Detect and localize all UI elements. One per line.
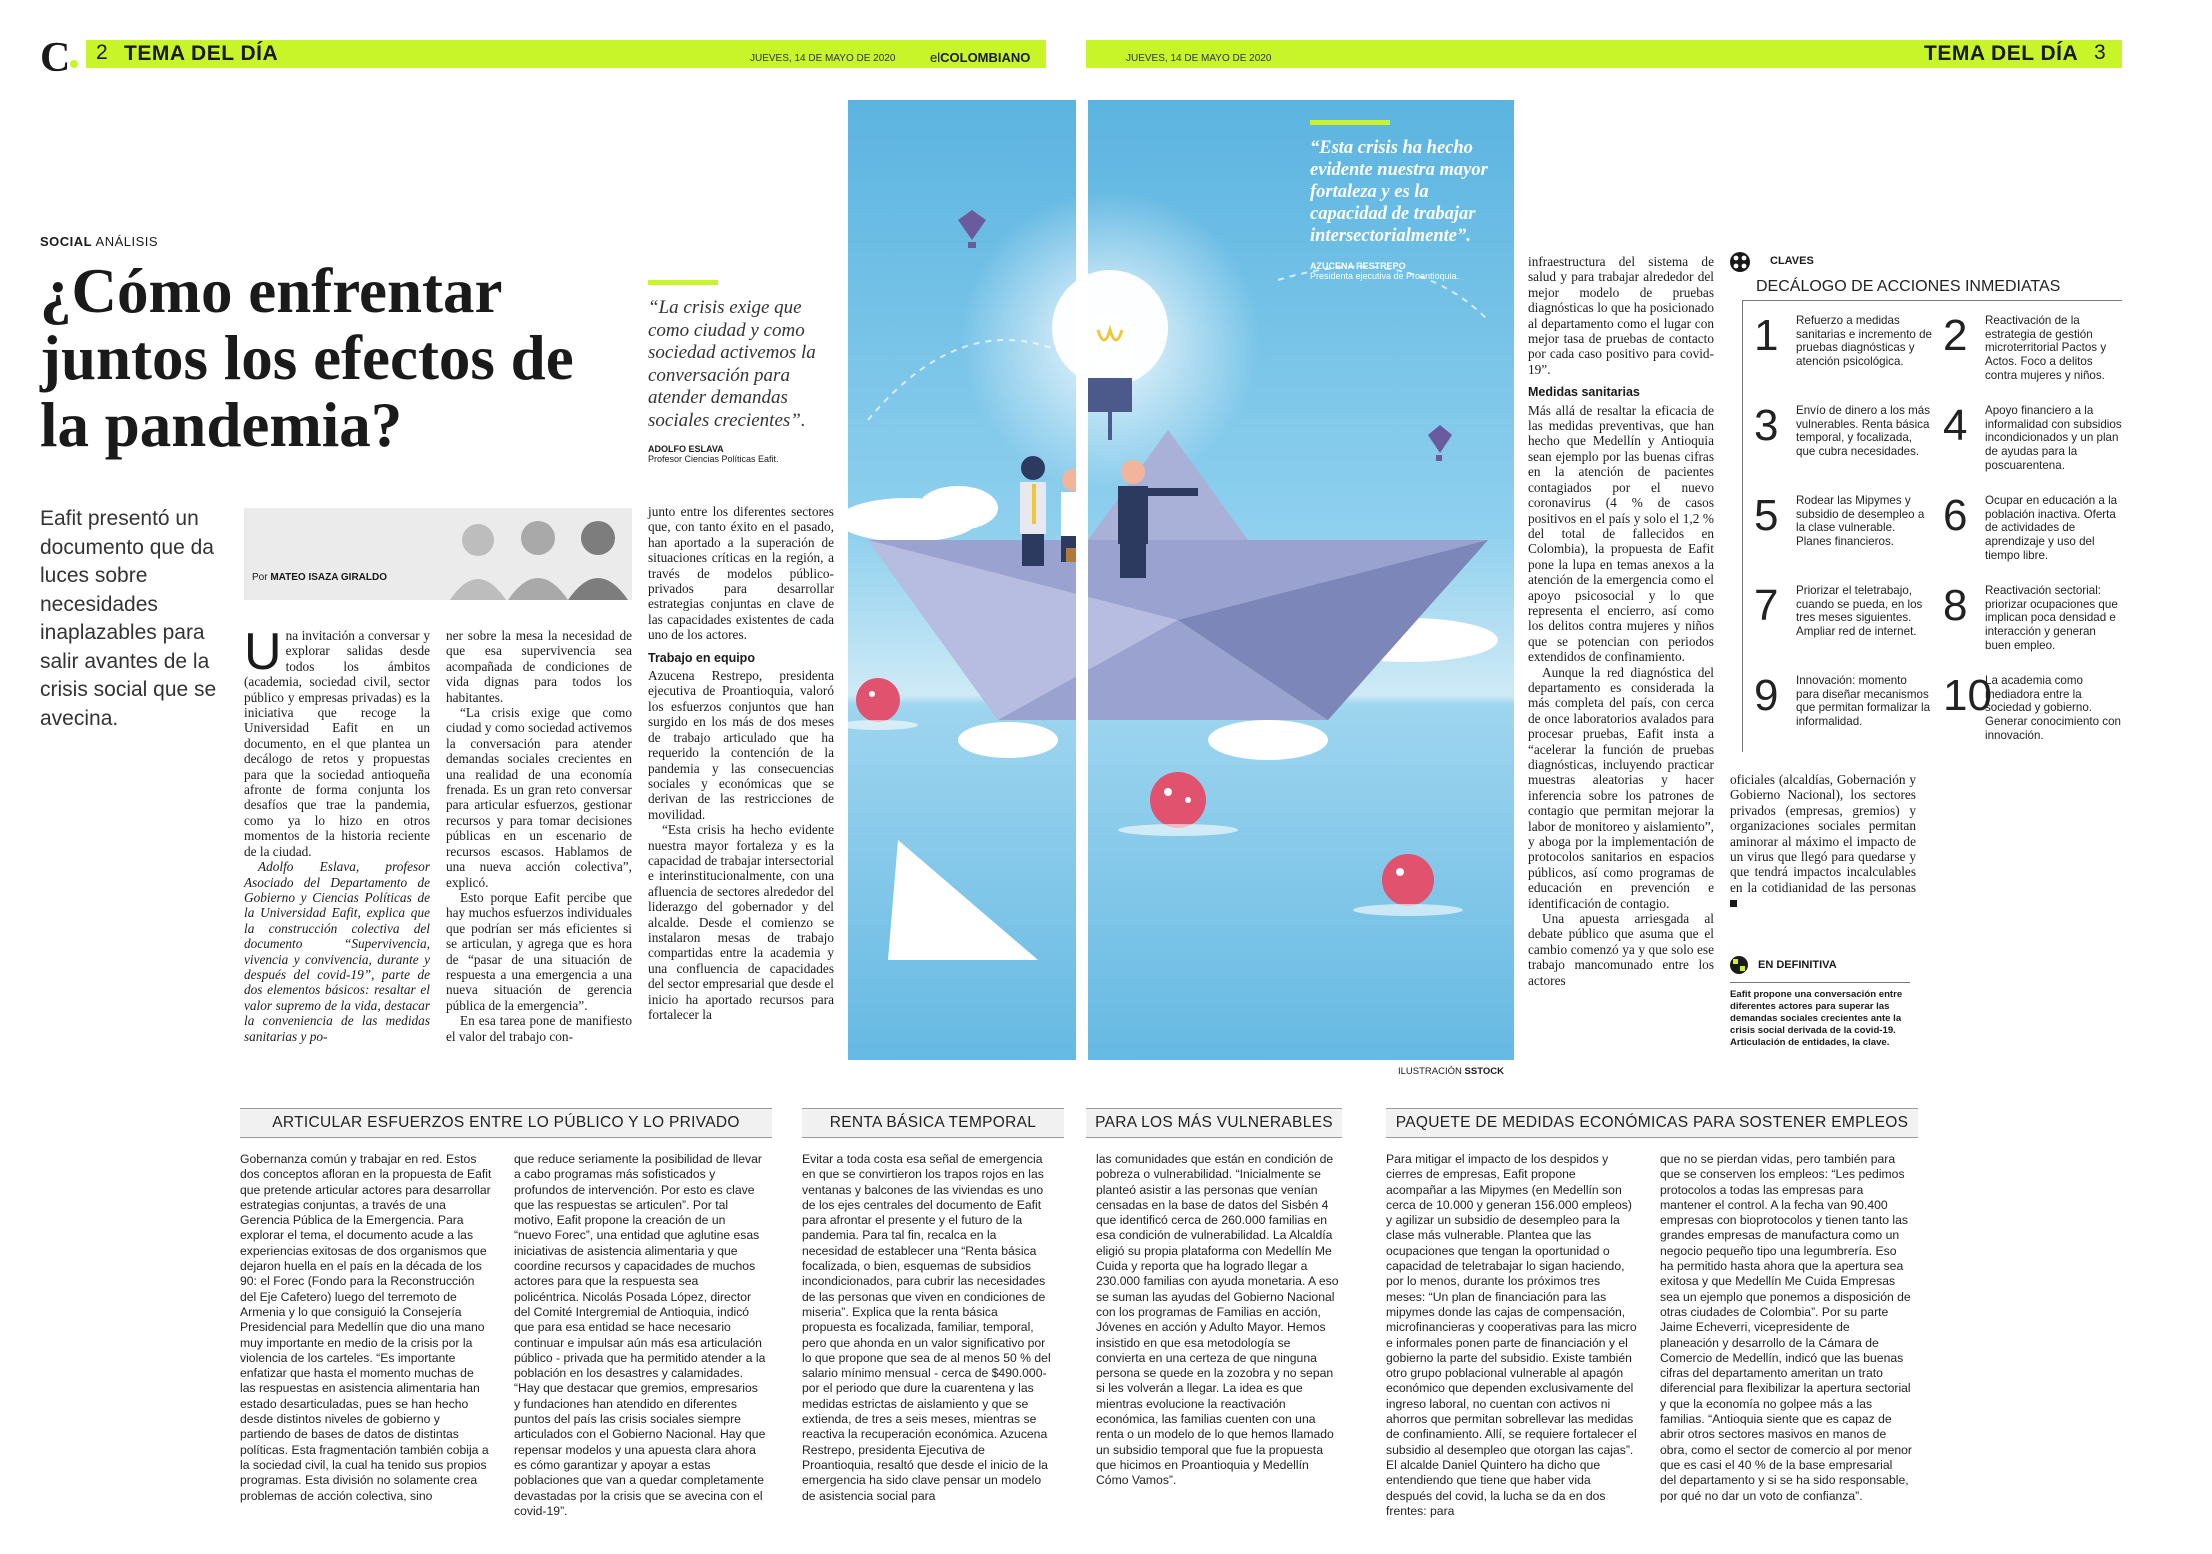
left-dateline: JUEVES, 14 DE MAYO DE 2020	[750, 53, 896, 64]
left-page-number: 2	[96, 41, 108, 64]
claves-title: DECÁLOGO DE ACCIONES INMEDIATAS	[1756, 278, 2061, 295]
body-column-3: junto entre los diferentes sectores que, con tanto éxito en el pasado, han aportado a la superación de situaciones críticas en la región, a través de modelos público-privados para desarrollar estrategias conjuntas en clave de las capacidades existentes de cada uno de los actores. Trabajo en equipo Azucena Restrepo, presidenta ejecutiva de Proantioquia, valoró los esfuerzos conjuntos que han surgido en los más de dos meses de trabajo articulado que ha requerido la contención de la pandemia y las consecuencias sociales y económicas que se derivan de las restricciones de movilidad. “Esta crisis ha hecho evidente nuestra mayor fortaleza y es la capacidad de trabajar intersectorial e interinstitucionalmente, con una afluencia de sectores alrededor del liderazgo del gobernador y del alcalde. Desde el comienzo se instalaron mesas de trabajo compartidas entre la academia y una confluencia de capacidades del sector empresarial que desde el inicio ha aportado recursos para fortalecer la	[648, 504, 834, 1022]
logo-c: C	[40, 38, 80, 78]
claves-item-number: 3	[1754, 401, 1779, 450]
claves-item-text: Rodear las Mipymes y subsidio de desempleo a la clase vulnerable. Planes financieros.	[1796, 494, 1925, 549]
claves-item-text: Priorizar el teletrabajo, cuando se pueda, en los tres meses siguientes. Ampliar red de internet.	[1796, 584, 1923, 639]
claves-icon	[1730, 252, 1750, 272]
claves-box	[1730, 252, 2122, 752]
box-title-articular: ARTICULAR ESFUERZOS ENTRE LO PÚBLICO Y LO PRIVADO	[240, 1108, 772, 1138]
dropcap: U	[244, 623, 282, 681]
claves-item-number: 4	[1943, 401, 1968, 450]
claves-item	[1943, 671, 2122, 754]
box-renta-col-a: Evitar a toda costa esa señal de emergencia en que se convirtieron los trapos rojos en las ventanas y balcones de las viviendas es uno de los ejes centrales del documento de Eafit para afrontar el presente y el futuro de la pandemia. Para tal fin, recalca en la necesidad de establecer una “Renta básica focalizada, o bien, esquemas de subsidios incondicionados, para cubrir las necesidades de las personas que viven en condiciones de miseria”. Explica que la renta básica propuesta es focalizada, familiar, temporal, pero que ahonda en un valor significativo por lo que propone que sea de al menos 50 % del salario mínimo mensual - cerca de $490.000- por el periodo que dure la cuarentena y las medidas estrictas de aislamiento y que se extienda, de tres a seis meses, mientras se reactiva la recuperación económica. Azucena Restrepo, presidenta Ejecutiva de Proantioquia, resaltó que desde el inicio de la emergencia ha sido clave pensar un modelo de asistencia social para	[802, 1152, 1051, 1503]
claves-item-text: La academia como mediadora entre la sociedad y gobierno. Generar conocimiento con innovación.	[1985, 674, 2121, 742]
claves-item	[1754, 581, 1933, 664]
claves-item-number: 8	[1943, 581, 1968, 630]
right-body-column-2: oficiales (alcaldías, Gobernación y Gobierno Nacional), los sectores privados (empresas, gremios) y organizaciones sociales permitan aminorar al máximo el impacto de un virus que llegó para quedarse y que tendrá impactos incalculables en la cotidianidad de las personas	[1730, 772, 1916, 911]
author-photo	[444, 508, 632, 600]
claves-item	[1754, 491, 1933, 574]
box-vulnerables-col-a: las comunidades que están en condición de pobreza o vulnerabilidad. “Inicialmente se planteó asistir a las personas que venían censadas en la base de datos del Sisbén 4 que identificó cerca de 260.000 familias en esa condición de vulnerabilidad. La Alcaldía eligió su propia plataforma con Medellín Me Cuida y reporta que ha logrado llegar a 230.000 familias con ayuda monetaria. A eso se suman las ayudas del Gobierno Nacional con los programas de Familias en acción, Jóvenes en acción y Adulto Mayor. Hemos insistido en que esa metodología se convierta en una certeza de que ninguna persona se quede en la zozobra y no sepan si les volverán a llegar. La idea es que mientras evolucione la reactivación económica, las familias cuenten con una renta o un modelo de lo que hemos llamado un subsidio temporal que fue la propuesta que hicimos en Proantioquia y Medellín Cómo Vamos”.	[1096, 1152, 1339, 1488]
claves-item	[1754, 401, 1933, 484]
pull-quote-eslava: “La crisis exige que como ciudad y como sociedad activemos la conversación para atender demandas sociales crecientes”. ADOLFO ESLAVA Profesor Ciencias Políticas Eafit.	[648, 280, 838, 464]
subhead-trabajo: Trabajo en equipo	[648, 650, 755, 665]
subhead-medidas: Medidas sanitarias	[1528, 385, 1640, 400]
claves-item-text: Reactivación sectorial: priorizar ocupaciones que implican poca densidad e interacción y generan buen empleo.	[1985, 584, 2118, 652]
right-section-title: TEMA DEL DÍA	[1924, 42, 2079, 65]
kicker: SOCIAL ANÁLISIS	[40, 234, 159, 249]
definitiva-icon	[1730, 956, 1748, 974]
headline: ¿Cómo enfrentar juntos los efectos de la pandemia?	[40, 256, 574, 460]
box-articular-col-a: Gobernanza común y trabajar en red. Estos dos conceptos afloran en la propuesta de Eafit que pretende articular actores para desarrollar estrategias conjuntas, a través de una Gerencia Pública de la Emergencia. Para explorar el tema, el documento acude a las experiencias exitosas de dos organismos que dejaron huella en el país en la década de los 90: el Forec (Fondo para la Reconstrucción del Eje Cafetero) luego del terremoto de Armenia y lo que consiguió la Consejería Presidencial para Medellín que dio una mano muy importante en medio de la crisis por la violencia de los carteles. “Es importante enfatizar que hasta el momento muchas de las respuestas en asistencia alimentaria han estado desarticuladas, pues se han hecho desde distintos niveles de gobierno y partiendo de bases de datos de distintas políticas. Esta fragmentación también cobija a la sociedad civil, la cual ha tenido sus propios programas. Esta división no solamente crea problemas de acción colectiva, sino	[240, 1152, 492, 1503]
claves-item	[1754, 311, 1933, 394]
illustration-credit: ILUSTRACIÓN SSTOCK	[1398, 1066, 1504, 1077]
claves-item-text: Apoyo financiero a la informalidad con subsidios incondicionados y un plan de ayudas para la poscuarentena.	[1985, 404, 2122, 472]
pull-quote-restrepo: “Esta crisis ha hecho evidente nuestra mayor fortaleza y es la capacidad de trabajar intersectorialmente”. AZUCENA RESTREPO Presidenta ejecutiva de Proantioquia.	[1310, 120, 1500, 281]
box-paquete-col-b: que no se pierdan vidas, pero también para que se conserven los empleos: “Les pedimos protocolos a todas las empresas para mantener el control. A la fecha van 90.400 empresas con bioprotocolos y tienen tanto las grandes empresas de manufactura como un negocio pequeño tipo una legumbrería. Eso ha permitido hasta ahora que la apertura sea exitosa y que Medellín Me Cuida Empresas sea un ejemplo que ponemos a disposición de otras ciudades de Colombia”. Por su parte Jaime Echeverri, vicepresidente de planeación y desarrollo de la Cámara de Comercio de Medellín, indicó que las buenas cifras del departamento ameritan un trato diferencial para flexibilizar la apertura sectorial y que la economía no golpee más a las familias. “Antioquia siente que es capaz de abrir otros sectores masivos en manos de obra, como el sector de comercio al por menor que es casi el 40 % de la base empresarial del departamento y si se ha sido responsable, por qué no dar un voto de confianza”.	[1660, 1152, 1912, 1503]
right-page-number: 3	[2094, 41, 2106, 64]
claves-item-number: 9	[1754, 671, 1779, 720]
en-definitiva-box: EN DEFINITIVA Eafit propone una conversación entre diferentes actores para superar las demandas sociales crecientes ante la crisis social derivada de la covid-19. Articulación de entidades, la clave.	[1730, 956, 1910, 1049]
claves-item-number: 7	[1754, 581, 1779, 630]
claves-item	[1943, 491, 2122, 574]
box-paquete-col-a: Para mitigar el impacto de los despidos y cierres de empresas, Eafit propone acompañar a las Mipymes (en Medellín son cerca de 10.000 y generan 156.000 empleos) y agilizar un subsidio de desempleo para la clase más vulnerable. Plantea que las ocupaciones que tengan la oportunidad o capacidad de teletrabajar lo sigan haciendo, por lo menos, durante los próximos tres meses: “Un plan de financiación para las mipymes donde las cajas de compensación, microfinancieras y cooperativas para las micro e informales ponen parte de financiación y el gobierno la parte del subsidio. Existe también otro grupo poblacional vulnerable al apagón económico que dependen exclusivamente del ingreso laboral, no cuentan con activos ni ahorros que permitan sobrellevar las medidas de confinamiento. Allí, se requiere fortalecer el subsidio al desempleo que otorgan las cajas”. El alcalde Daniel Quintero ha dicho que entendiendo que tiene que haber vida después del covid, la lucha se da en dos frentes: para	[1386, 1152, 1637, 1518]
claves-item-number: 10	[1943, 671, 1992, 720]
claves-item-text: Innovación: momento para diseñar mecanismos que permitan formalizar la informalidad.	[1796, 674, 1931, 729]
claves-item	[1943, 311, 2122, 394]
claves-list	[1754, 311, 2122, 754]
claves-item-text: Ocupar en educación a la población inactiva. Oferta de actividades de aprendizaje y uso del tiempo libre.	[1985, 494, 2118, 562]
claves-item-number: 6	[1943, 491, 1968, 540]
claves-item	[1943, 401, 2122, 484]
paper-name: elCOLOMBIANO	[930, 50, 1031, 65]
claves-item	[1943, 581, 2122, 664]
body-column-2: ner sobre la mesa la necesidad de que esa supervivencia sea acompañada de condiciones de vida dignas para todos los habitantes. “La crisis exige que como ciudad y como sociedad activemos la conversación para atender demandas sociales crecientes en una realidad de una economía frenada. Es un gran reto conversar para articular esfuerzos, gestionar recursos y para tomar decisiones públicas en un escenario de recursos escasos. Hablamos de una nueva acción colectiva”, explicó. Esto porque Eafit percibe que hay muchos esfuerzos individuales que podrían ser más eficientes si se articulan, y agrega que es hora de “pasar de una situación de respuesta a una emergencia a una nueva situación de gerencia pública de la emergencia”. En esa tarea pone de manifiesto el valor del trabajo con-	[446, 628, 632, 1044]
right-dateline: JUEVES, 14 DE MAYO DE 2020	[1126, 53, 1272, 64]
byline: Por MATEO ISAZA GIRALDO	[252, 572, 388, 583]
claves-label: CLAVES	[1770, 255, 1814, 267]
right-body-column-1: infraestructura del sistema de salud y para trabajar alrededor del mejor modelo de pruebas diagnósticas lo que ha posicionado al departamento como el lugar con mejor tasa de pruebas de contacto por cada caso positivo para covid-19”. Medidas sanitarias Más allá de resaltar la eficacia de las medidas preventivas, que han hecho que Medellín y Antioquia sean ejemplo por las buenas cifras en la atención de pacientes contagiados por el nuevo coronavirus (4 % de casos positivos en el país y solo el 1,2 % del total de fallecidos en Colombia), la propuesta de Eafit pone la lupa en temas anexos a la atención de la emergencia como el apoyo psicosocial y lo que representa el encierro, así como los delitos contra mujeres y niños que se potencian con periodos extendidos de confinamiento. Aunque la red diagnóstica del departamento es considerada la más completa del país, con cerca de once laboratorios avalados para procesar pruebas, Eafit insta a “acelerar la función de pruebas diagnósticas, incluyendo practicar muestras aleatorias y hacer inferencia sobre los patrones de contagio que permitan mejorar la labor de monitoreo y aislamiento”, y aboga por la implementación de protocolos sanitarios en espacios públicos, así como programas de educación en prevención e identificación de contagio. Una apuesta arriesgada al debate público que asuma que el cambio comenzó ya y que solo ese trabajo mancomunado entre los actores	[1528, 254, 1714, 988]
claves-item-number: 1	[1754, 311, 1779, 360]
claves-item-number: 5	[1754, 491, 1779, 540]
box-articular-col-b: que reduce seriamente la posibilidad de llevar a cabo programas más sofisticados y profundos de intervención. Por esto es clave que las respuestas se articulen”. Por tal motivo, Eafit propone la creación de un “nuevo Forec”, una entidad que aglutine esas iniciativas de asistencia alimentaria y que coordine recursos y capacidades de muchos actores para que la respuesta sea policéntrica. Nicolás Posada López, director del Comité Intergremial de Antioquia, indicó que para esa entidad se hace necesario continuar e impulsar aún más esa articulación público - privada que ha permitido atender a la población en los desastres y calamidades. “Hay que destacar que gremios, empresarios y fundaciones han atendido en diferentes puntos del país las crisis sociales siempre articulados con el Gobierno Nacional. Hay que repensar modelos y una apuesta clara ahora es cómo garantizar y apoyar a estas poblaciones que van a quedar completamente devastadas por la crisis que se avecina con el covid-19”.	[514, 1152, 766, 1518]
box-title-paquete: PAQUETE DE MEDIDAS ECONÓMICAS PARA SOSTENER EMPLEOS	[1386, 1108, 1918, 1138]
left-section-title: TEMA DEL DÍA	[124, 42, 279, 65]
byline-box	[244, 508, 632, 600]
claves-item-text: Refuerzo a medidas sanitarias e incremento de pruebas diagnósticas y atención psicológica.	[1796, 314, 1932, 369]
claves-item	[1754, 671, 1933, 754]
claves-item-text: Envío de dinero a los más vulnerables. Renta básica temporal, y focalizada, que cubra necesidades.	[1796, 404, 1931, 459]
deck: Eafit presentó un documento que da luces sobre necesidades inaplazables para salir avantes de la crisis social que se avecina.	[40, 507, 217, 730]
box-title-renta: RENTA BÁSICA TEMPORAL	[802, 1108, 1064, 1138]
box-title-vulnerables: PARA LOS MÁS VULNERABLES	[1086, 1108, 1342, 1138]
body-column-1: Una invitación a conversar y explorar salidas desde todos los ámbitos (academia, sociedad civil, sector público y empresas privadas) es la iniciativa que recoge la Universidad Eafit en un documento, en el que plantea un decálogo de retos y propuestas para que la sociedad antioqueña afronte de forma conjunta los desafíos que trae la pandemia, como ya lo hizo en otros momentos de la historia reciente de la ciudad. Adolfo Eslava, profesor Asociado del Departamento de Gobierno y Ciencias Políticas de la Universidad Eafit, explica que la construcción colectiva del documento “Supervivencia, vivencia y convivencia, durante y después del covid-19”, parte de dos elementos básicos: resaltar el valor supremo de la vida, destacar la conveniencia de las medidas sanitarias y po-	[244, 623, 430, 1044]
claves-item-text: Reactivación de la estrategia de gestión microterritorial Pactos y Actos. Foco a delitos contra mujeres y niños.	[1985, 314, 2107, 382]
claves-item-number: 2	[1943, 311, 1968, 360]
